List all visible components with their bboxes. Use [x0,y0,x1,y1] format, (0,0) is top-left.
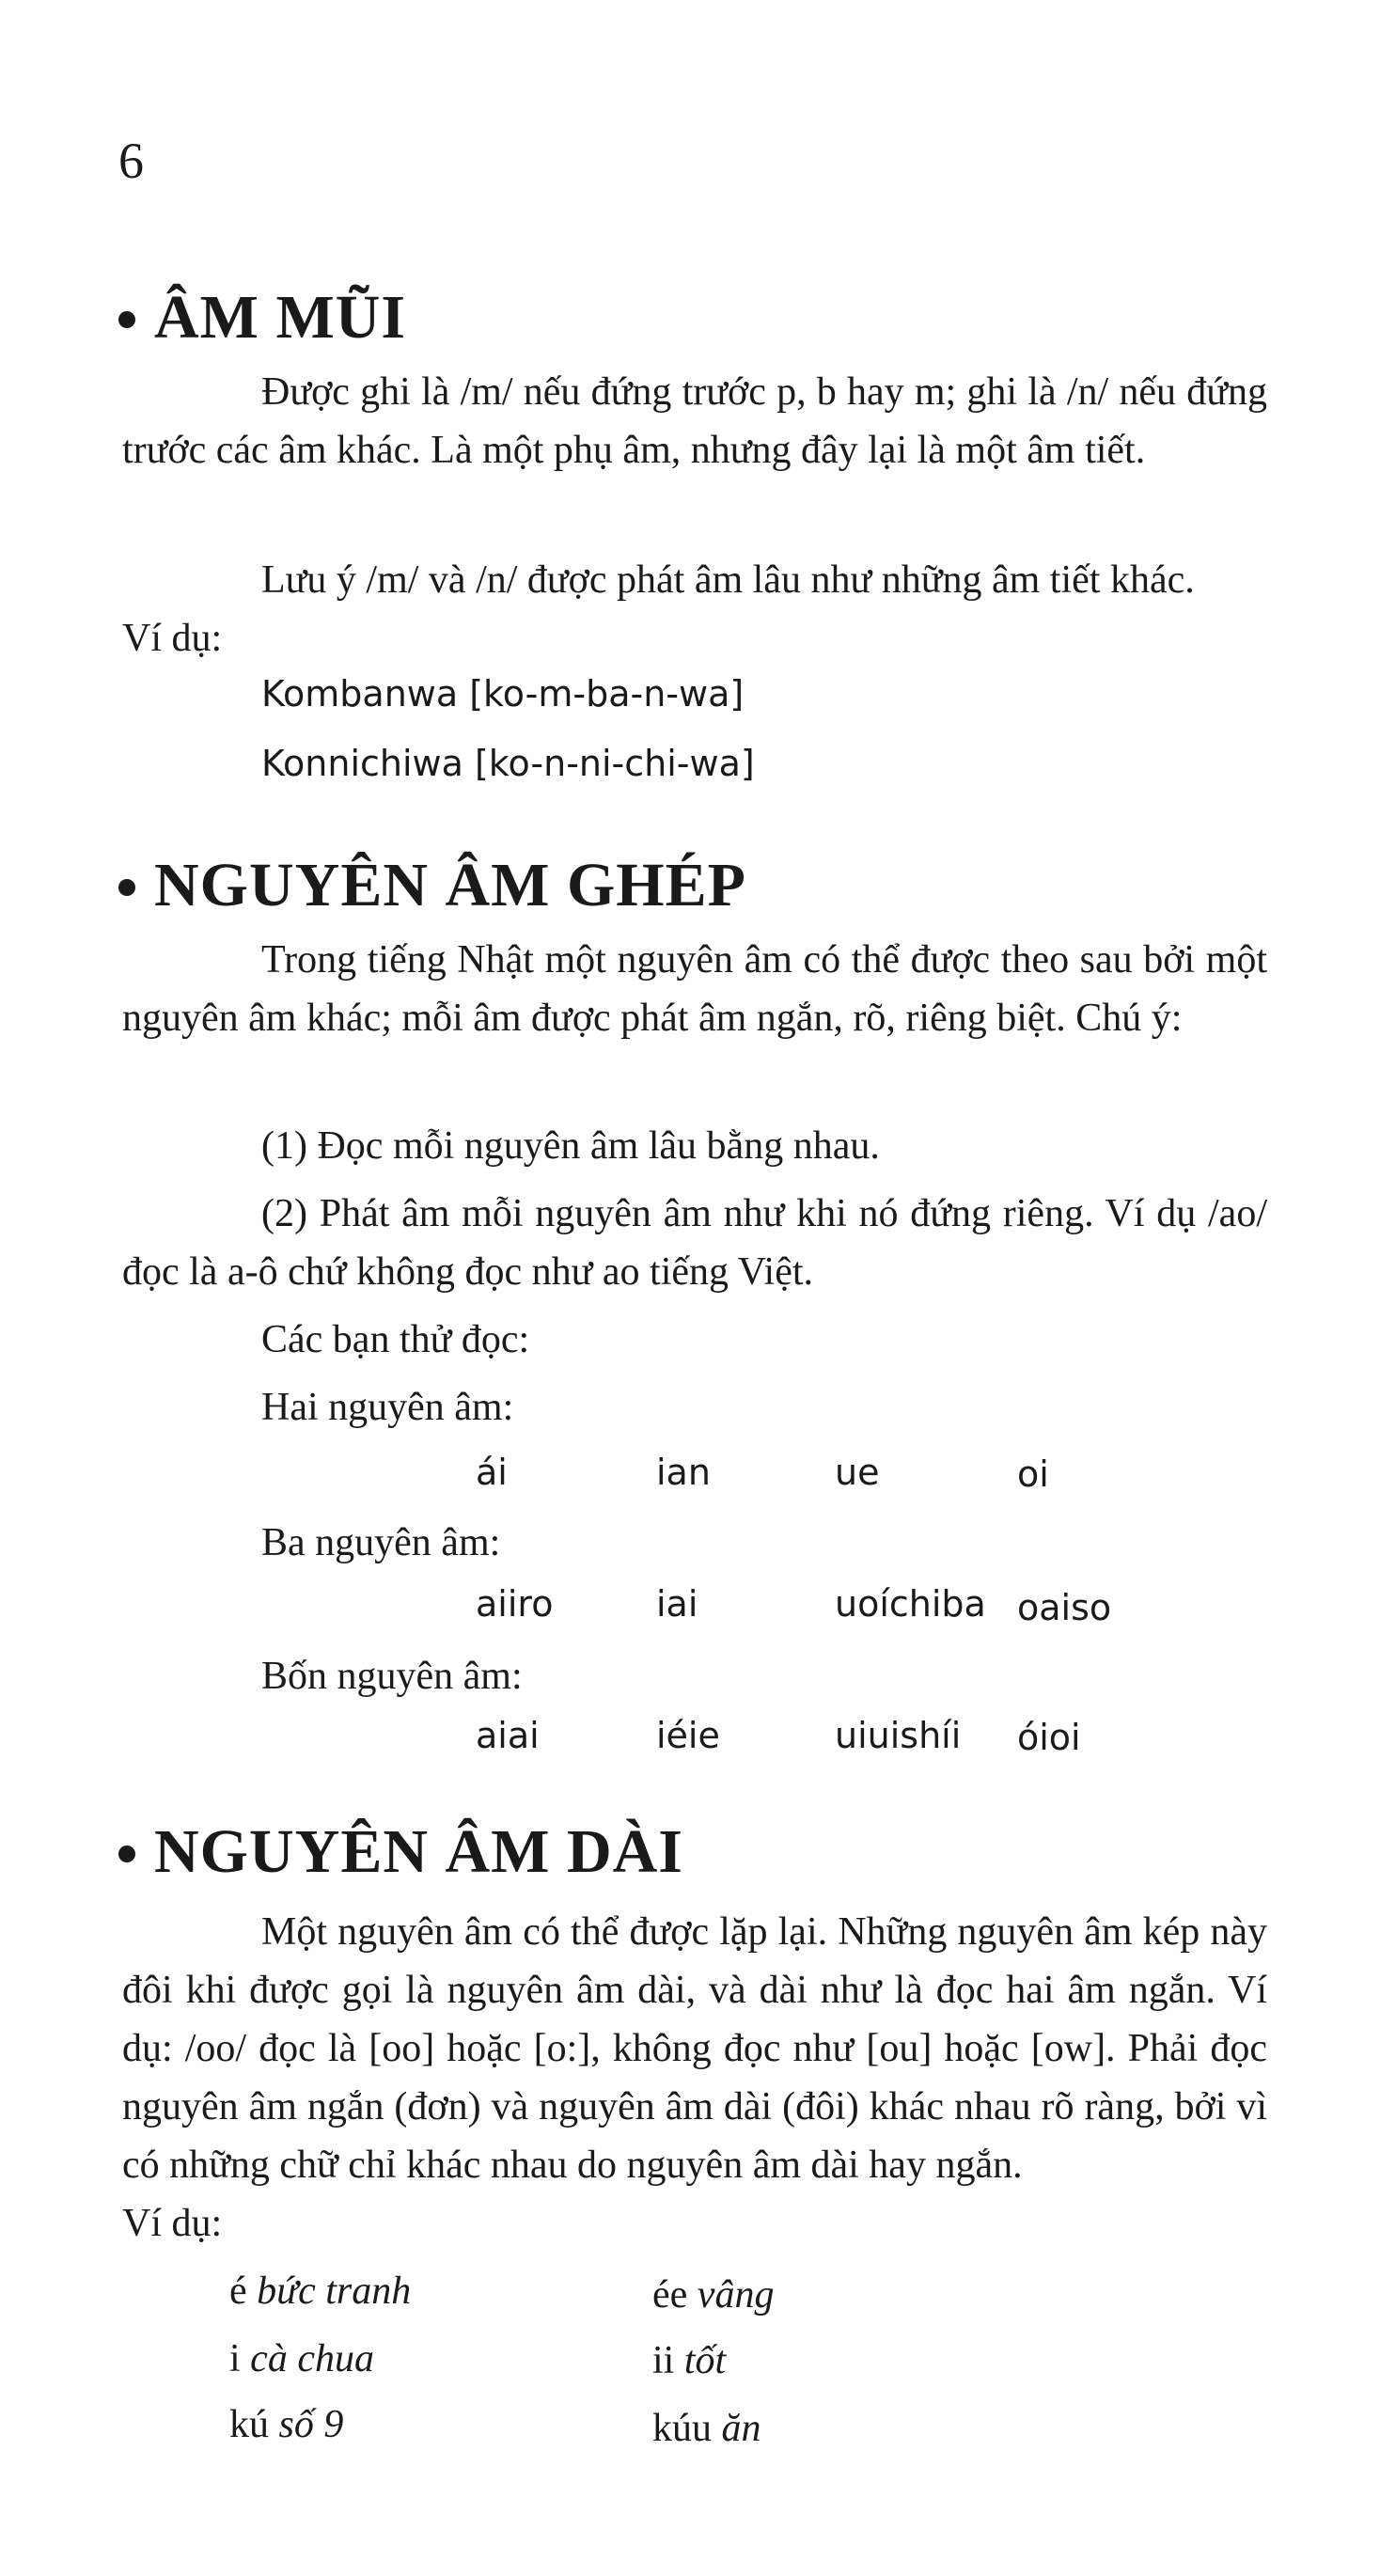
vowel-word: aiiro [476,1583,554,1625]
ghep-try-label: Các bạn thử đọc: [261,1318,530,1361]
am-mui-example-2: Konnichiwa [ko-n-ni-chi-wa] [261,743,755,784]
ghep-note-1: (1) Đọc mỗi nguyên âm lâu bằng nhau. [261,1124,880,1168]
ghep-paragraph-1: Trong tiếng Nhật một nguyên âm có thể được theo sau bởi một nguyên âm khác; mỗi âm được phát âm ngắn, rõ, riêng biệt. Chú ý: [122,938,1267,1040]
japanese-word: kúu [652,2407,712,2450]
vowel-word: iai [656,1583,698,1625]
heading-text: NGUYÊN ÂM GHÉP [154,851,746,919]
heading-text: NGUYÊN ÂM DÀI [154,1817,683,1886]
pair-right [652,2266,774,2324]
heading-nguyen-am-ghep [118,850,746,921]
vowel-word: óioi [1017,1717,1081,1758]
pair-left [229,2262,411,2320]
japanese-word: é [229,2270,247,2313]
am-mui-example-label: Ví dụ: [122,617,223,660]
japanese-word: i [229,2337,241,2380]
vowel-word: uiuishíi [835,1715,962,1756]
group-label-bon: Bốn nguyên âm: [261,1655,523,1698]
group-label-hai: Hai nguyên âm: [261,1386,514,1429]
vietnamese-meaning: tốt [683,2339,727,2382]
vowel-word: uoíchiba [835,1583,986,1625]
bullet-icon [118,1846,135,1862]
vietnamese-meaning: ăn [721,2407,761,2450]
vowel-word: ái [476,1452,508,1493]
vietnamese-meaning: số 9 [278,2403,344,2446]
japanese-word: kú [229,2403,269,2446]
dai-paragraph-1: Một nguyên âm có thể được lặp lại. Những nguyên âm kép này đôi khi được gọi là nguyên âm dài, và dài như là đọc hai âm ngắn. Ví dụ: /oo/ đọc là [oo] hoặc [o:], không đọc như [ou] hoặc [ow]. Phải đọc nguyên âm ngắn (đơn) và nguyên âm dài (đôi) khác nhau rõ ràng, bởi vì có những chữ chỉ khác nhau do nguyên âm dài hay ngắn. [122,1910,1267,2187]
heading-am-mui [118,282,406,353]
am-mui-paragraph-1: Được ghi là /m/ nếu đứng trước p, b hay m; ghi là /n/ nếu đứng trước các âm khác. Là một phụ âm, nhưng đây lại là một âm tiết. [122,370,1267,472]
page-number: 6 [118,133,144,189]
heading-text: ÂM MŨI [154,283,407,352]
japanese-word: ii [652,2339,675,2382]
pair-left [229,2395,343,2454]
japanese-word: ée [652,2273,688,2317]
ghep-note-2: (2) Phát âm mỗi nguyên âm như khi nó đứng riêng. Ví dụ /ao/ đọc là a-ô chứ không đọc như ao tiếng Việt. [122,1192,1267,1294]
bullet-icon [118,879,135,896]
bullet-icon [118,311,135,328]
am-mui-paragraph-2: Lưu ý /m/ và /n/ được phát âm lâu như những âm tiết khác. [261,558,1195,602]
pair-left [229,2330,374,2388]
vietnamese-meaning: vâng [697,2273,775,2317]
vowel-word: oaiso [1017,1587,1112,1628]
am-mui-example-1: Kombanwa [ko-m-ba-n-wa] [261,673,745,715]
group-label-ba: Ba nguyên âm: [261,1521,501,1564]
dai-example-label: Ví dụ: [122,2202,223,2245]
vietnamese-meaning: bức tranh [257,2270,412,2313]
pair-right [652,2399,761,2458]
vowel-word: ian [656,1452,711,1493]
vowel-word: iéie [656,1715,720,1756]
pair-right [652,2332,726,2390]
vietnamese-meaning: cà chua [250,2337,374,2380]
vowel-word: aiai [476,1715,540,1756]
vowel-word: ue [835,1452,880,1493]
heading-nguyen-am-dai [118,1816,683,1888]
vowel-word: oi [1017,1453,1049,1495]
